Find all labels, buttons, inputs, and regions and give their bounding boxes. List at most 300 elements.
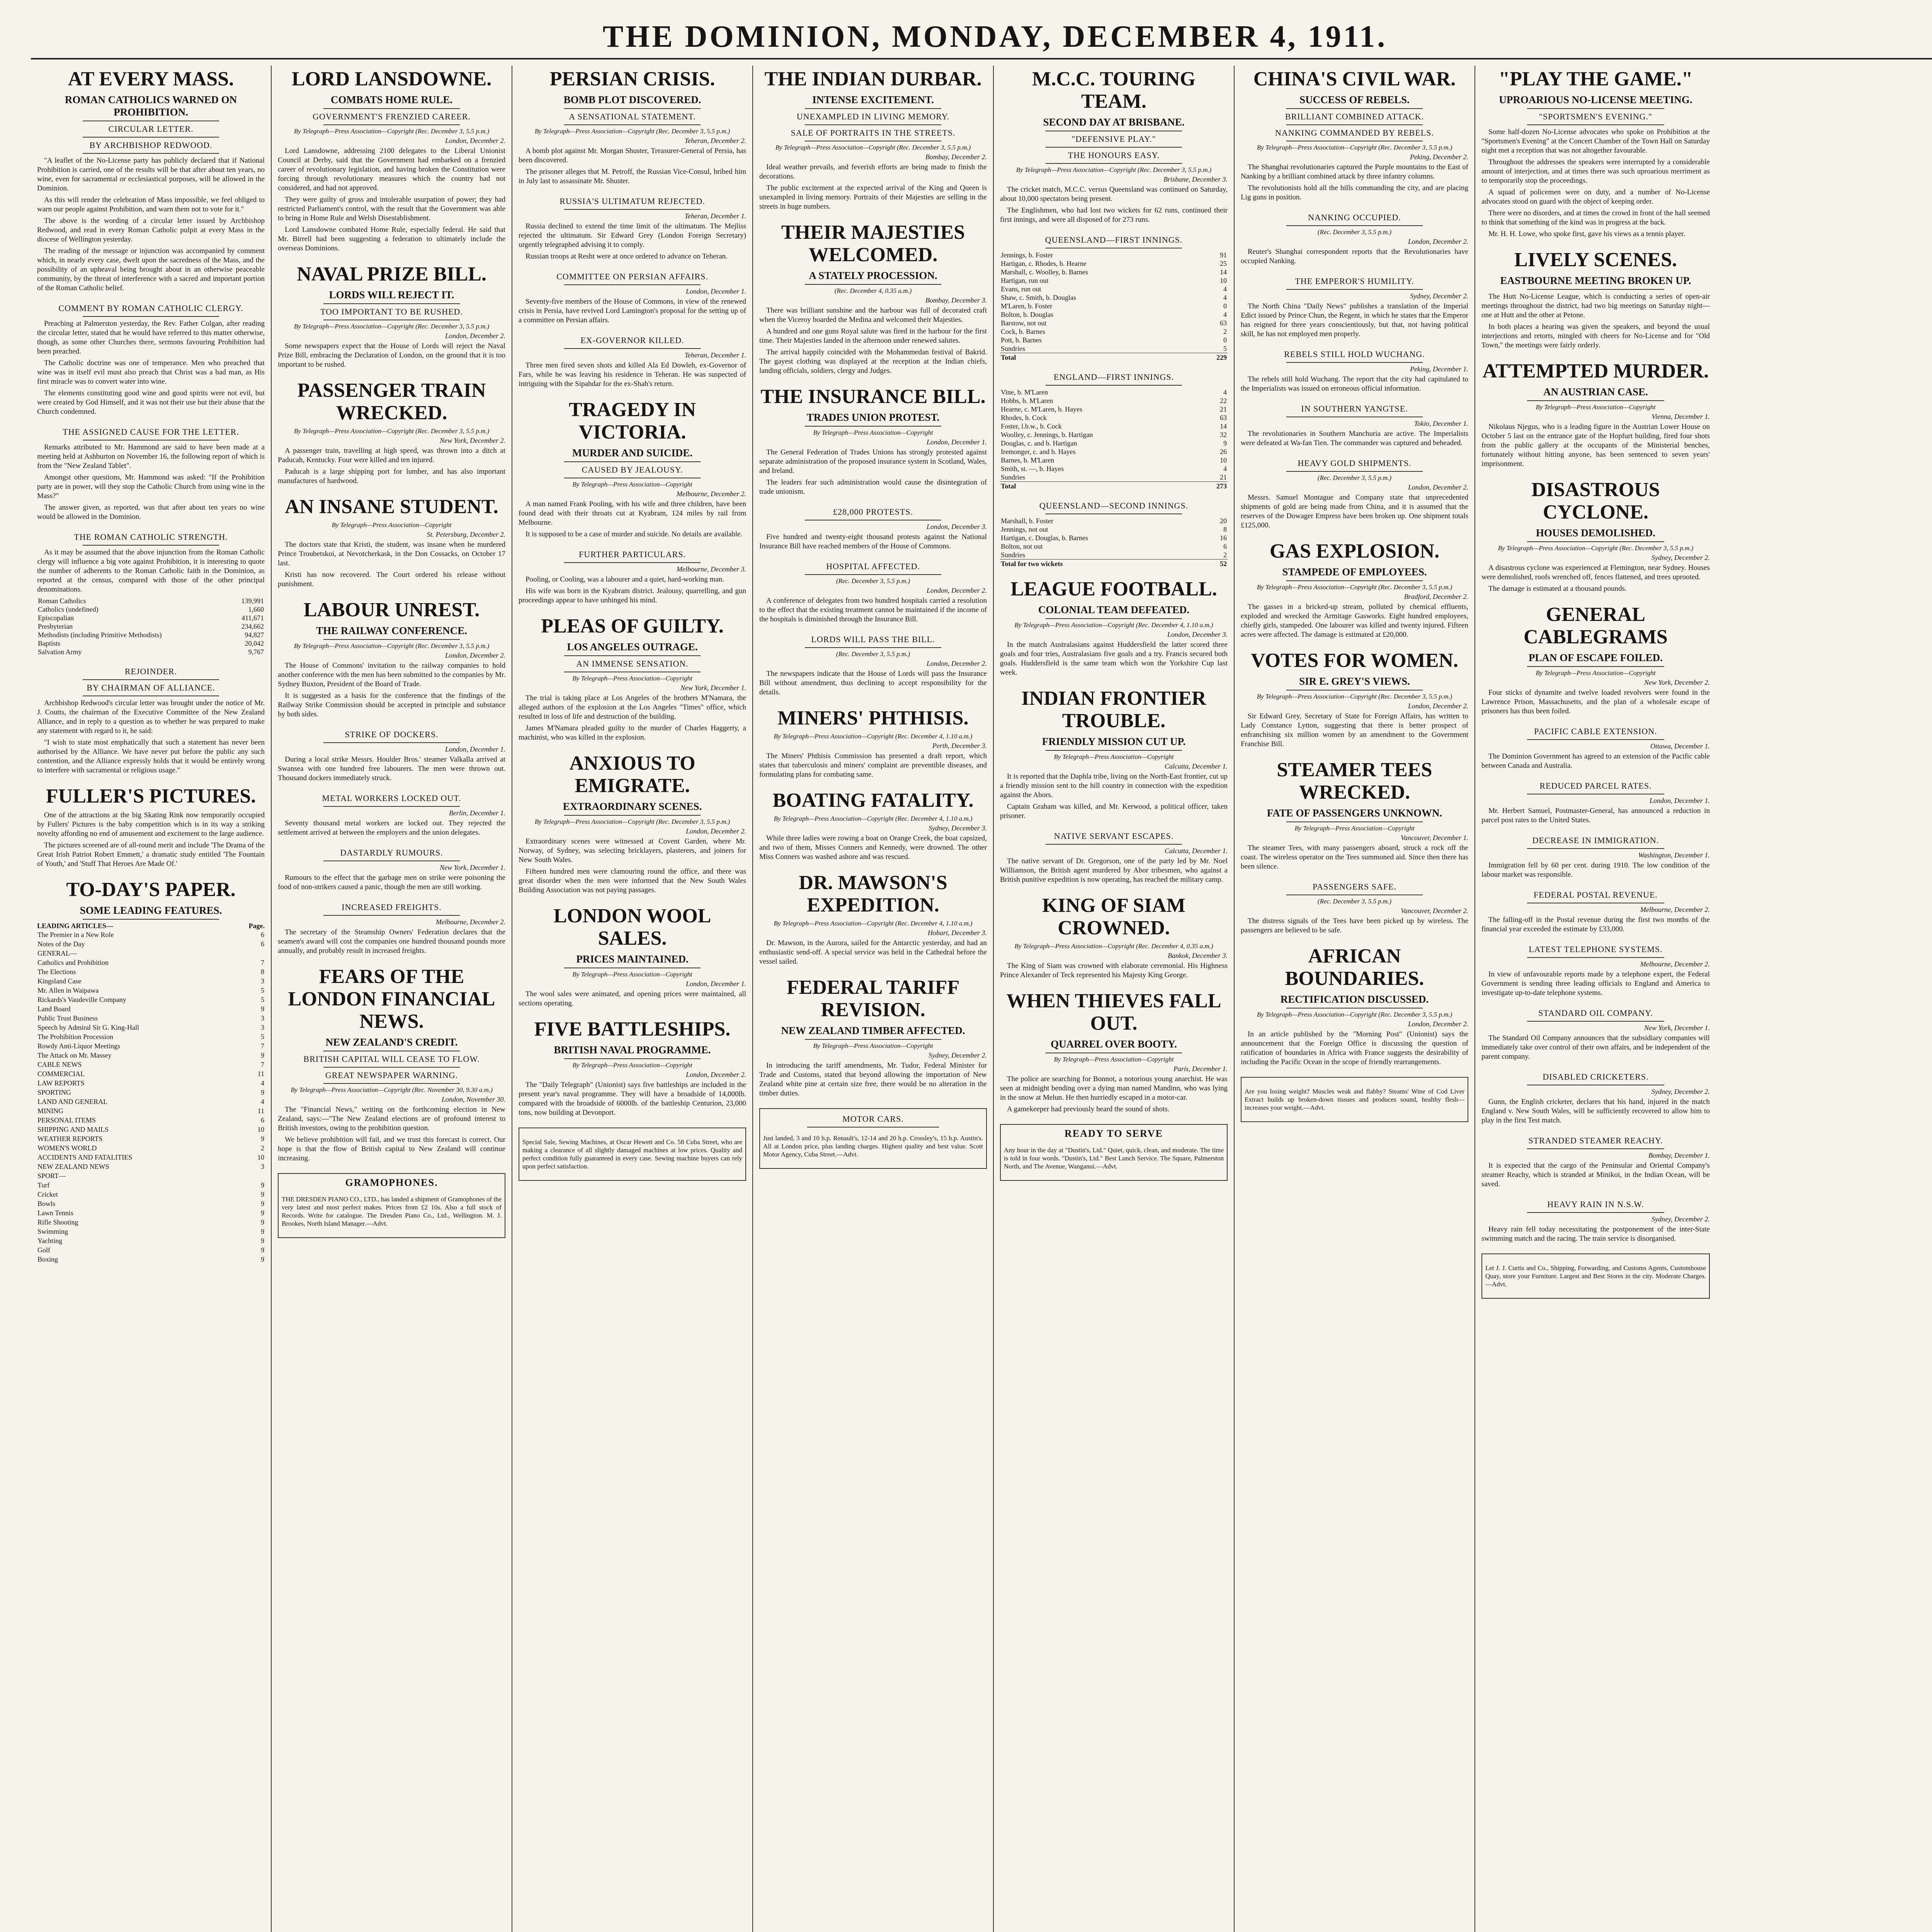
- article-dateline: London, December 2.: [1408, 1020, 1468, 1028]
- article-subheading: INTENSE EXCITEMENT.: [812, 94, 934, 105]
- newspaper-title: THE DOMINION, MONDAY, DECEMBER 4, 1911.: [602, 19, 1388, 54]
- article-paragraph: The gasses in a bricked-up stream, polluted by chemical effluents, exploded and wrecked the Armitage Gasworks. Eight hundred employees, chiefly girls, stampeded. One labourer was killed and twenty injured. Fifteen acres were affected. The damage is estimated at £20,000.: [1241, 603, 1468, 639]
- article-paragraph: His wife was born in the Kyabram district. Jealousy, quarrelling, and gun proceedings appear to have unhinged his mind.: [519, 587, 746, 604]
- article-paragraph: A bomb plot against Mr. Morgan Shuster, Treasurer-General of Persia, has been discovered.: [519, 147, 746, 164]
- article-subheading: DASTARDLY RUMOURS.: [340, 848, 443, 857]
- table-row: [1000, 285, 1228, 293]
- article-paragraph: James M'Namara pleaded guilty to the murder of Charles Haggerty, a machinist, who was killed in the explosion.: [519, 724, 746, 742]
- table-cell-value: 4: [1223, 388, 1227, 396]
- article-subheading: GOVERNMENT'S FRENZIED CAREER.: [313, 112, 471, 121]
- article-subheading: THE ROMAN CATHOLIC STRENGTH.: [74, 532, 228, 542]
- article-subheading: EASTBOURNE MEETING BROKEN UP.: [1500, 275, 1691, 286]
- divider-rule: [1527, 1212, 1664, 1213]
- article-byline: (Rec. December 3, 5.5 p.m.): [836, 650, 910, 658]
- article-byline: By Telegraph—Press Association—Copyright (Rec. December 3, 5.5 p.m.): [534, 128, 730, 135]
- article-subheading: INCREASED FREIGHTS.: [342, 902, 442, 912]
- table-cell-value: 52: [1203, 560, 1228, 568]
- divider-rule: [805, 284, 941, 285]
- article-dateline: London, December 3.: [1167, 631, 1228, 638]
- article-subheading: A SENSATIONAL STATEMENT.: [569, 112, 696, 121]
- article-paragraph: The arrival happily coincided with the Mohammedan festival of Bakrid. The gayest clothing was displayed at the reception at the Indian chiefs, landing officials, soldiers, clergy and Judges.: [759, 348, 987, 375]
- index-row: [37, 1088, 265, 1097]
- article: [1481, 1008, 1710, 1061]
- article: [1481, 726, 1710, 770]
- column-2: [272, 66, 512, 1932]
- article: [1481, 835, 1710, 879]
- article-subheading: COLONIAL TEAM DEFEATED.: [1038, 604, 1190, 616]
- table-row: [1000, 430, 1228, 439]
- article-byline: By Telegraph—Press Association—Copyright (Rec. December 4, 1.10 a.m.): [1014, 621, 1213, 629]
- divider-rule: [323, 742, 460, 743]
- article: [1481, 604, 1710, 716]
- table-row: [1000, 517, 1228, 525]
- table-cell-value: 4: [1223, 465, 1227, 473]
- table-cell-label: Jennings, b. Foster: [1001, 251, 1053, 259]
- article-paragraph: The elements constituting good wine and good spirits were not evil, but were created by God Himself, and it was not their use but their abuse that the Church condemned.: [37, 389, 265, 416]
- table-row: [1000, 396, 1228, 405]
- article-paragraph: The cricket match, M.C.C. versus Queensland was continued on Saturday, about 10,000 spectators being present.: [1000, 185, 1228, 203]
- article-paragraph: "A leaflet of the No-License party has publicly declared that if National Prohibition is carried, one of the results will be that after about ten years, no wine, even for sacramental or ecclesiastical purposes, will be allowed in the Dominion.: [37, 156, 265, 192]
- index-page: 5: [261, 986, 264, 994]
- table-cell-label: Marshall, c. Woolley, b. Barnes: [1001, 268, 1088, 276]
- table-row: [1000, 560, 1228, 568]
- table-cell-label: Woolley, c. Jennings, b. Hartigan: [1001, 431, 1093, 439]
- table-row: [1000, 259, 1228, 268]
- article-paragraph: Four sticks of dynamite and twelve loaded revolvers were found in the Lawrence Prison, Massachusetts, and the plan of a wholesale escape of prisoners has thus been foiled.: [1481, 689, 1710, 715]
- article-byline: By Telegraph—Press Association—Copyright (Rec. December 3, 5.5 p.m.): [1016, 166, 1212, 173]
- table-cell-label: Hartigan, c. Douglas, b. Barnes: [1001, 534, 1088, 542]
- article: [759, 789, 987, 862]
- article: [519, 1018, 746, 1117]
- article-subheading: PASSENGERS SAFE.: [1313, 882, 1396, 891]
- article-byline: (Rec. December 3, 5.5 p.m.): [1317, 898, 1392, 905]
- table-cell-value: 234,662: [241, 622, 264, 630]
- table-cell-label: Baptists: [38, 639, 61, 647]
- article-subheading: QUEENSLAND—SECOND INNINGS.: [1039, 501, 1189, 510]
- article: [519, 335, 746, 389]
- article: [1241, 68, 1468, 202]
- index-page: 4: [261, 1098, 264, 1105]
- article-byline: By Telegraph—Press Association—Copyright (Rec. December 3, 5.5 p.m.): [1257, 144, 1452, 151]
- article-headline: GRAMOPHONES.: [345, 1177, 438, 1188]
- divider-rule: [1527, 541, 1664, 542]
- article-paragraph: The Miners' Phthisis Commission has presented a draft report, which states that tuberculosis and miners' complaint are preventible diseases, and formulating plans for combating same.: [759, 752, 987, 779]
- table-cell-value: 32: [1220, 431, 1227, 439]
- article: [278, 847, 505, 892]
- article-paragraph: Russia declined to extend the time limit of the ultimatum. The Mejliss rejected the ultimatum. Sir Edward Grey (London Foreign Secretary) urgently telegraphed advising it to comply.: [519, 222, 746, 249]
- index-feature: The Prohibition Procession: [37, 1033, 113, 1041]
- article-subheading: UNEXAMPLED IN LIVING MEMORY.: [796, 112, 950, 121]
- article-paragraph: The reading of the message or injunction was accompanied by comment which, in nearly every case, dwelt upon the sacredness of the Mass, and the possibility of an upheaval being brought about in an otherwise peaceable community, by the threat of interference with a sacred and important portion of the Roman Catholic belief.: [37, 247, 265, 292]
- table-row: [1000, 268, 1228, 276]
- article-paragraph: The prisoner alleges that M. Petroff, the Russian Vice-Consul, bribed him in July last to assassinate Mr. Shuster.: [519, 168, 746, 185]
- article-dateline: Vienna, December 1.: [1651, 413, 1710, 420]
- article-paragraph: Russian troops at Resht were at once ordered to advance on Teheran.: [526, 252, 728, 260]
- divider-rule: [1046, 750, 1182, 751]
- article-byline: By Telegraph—Press Association—Copyright (Rec. December 4, 0.35 a.m.): [1014, 942, 1213, 950]
- divider-rule: [564, 209, 701, 210]
- index-feature: Rifle Shooting: [37, 1218, 78, 1226]
- article-paragraph: Mr. H. H. Lowe, who spoke first, gave his views as a tennis player.: [1488, 230, 1685, 238]
- article: [519, 68, 746, 186]
- article-dateline: New York, December 1.: [440, 864, 505, 871]
- article-subheading: THE HONOURS EASY.: [1068, 150, 1160, 160]
- page-number: [1913, 19, 1932, 54]
- index-feature: PERSONAL ITEMS: [37, 1116, 96, 1124]
- divider-rule: [83, 153, 219, 154]
- article: [1000, 895, 1228, 980]
- article-byline: By Telegraph—Press Association—Copyright (Rec. December 3, 5.5 p.m.): [775, 144, 971, 151]
- divider-rule: [1527, 124, 1664, 125]
- article: [278, 379, 505, 486]
- table-row: [1000, 464, 1228, 473]
- article-paragraph: A disastrous cyclone was experienced at Flemington, near Sydney. Houses were demolished, roofs wrenched off, fences flattened, and trees uprooted.: [1481, 564, 1710, 581]
- article-paragraph: Seventy thousand metal workers are locked out. They rejected the settlement arrived at between the employers and the union delegates.: [278, 819, 505, 837]
- article: [1000, 687, 1228, 821]
- article-byline: By Telegraph—Press Association—Copyright (Rec. December 3, 5.5 p.m.): [294, 427, 490, 435]
- table-cell-label: Presbyterian: [38, 622, 73, 630]
- article-subheading: HOUSES DEMOLISHED.: [1536, 527, 1656, 539]
- article-dateline: Calcutta, December 1.: [1165, 847, 1228, 855]
- article: [759, 872, 987, 966]
- index-page: 10: [257, 1153, 264, 1161]
- article-headline: GAS EXPLOSION.: [1269, 540, 1440, 562]
- table-cell-value: 2: [1223, 328, 1227, 335]
- article-paragraph: The Englishmen, who had lost two wickets for 62 runs, continued their first innings, and were all disposed of for 273 runs.: [1000, 206, 1228, 224]
- article-paragraph: Throughout the addresses the speakers were interrupted by a considerable amount of interjection, and at times there was such uproarious merriment as to temporarily stop the proceedings.: [1481, 158, 1710, 185]
- table-row: [1000, 319, 1228, 327]
- article-paragraph: Messrs. Samuel Montague and Company state that unprecedented shipments of gold are being made from China, and it is assumed that the reserves of the Dowager Empress have been broken up. One shipment totals £125,000.: [1241, 493, 1468, 529]
- article-subheading: ENGLAND—FIRST INNINGS.: [1053, 372, 1174, 382]
- table-cell-value: 8: [1223, 526, 1227, 533]
- divider-rule: [323, 806, 460, 807]
- article-subheading: MURDER AND SUICIDE.: [572, 447, 693, 459]
- index-row: [37, 1014, 265, 1023]
- article-paragraph: Three men fired seven shots and killed Ala Ed Dowleh, ex-Governor of Fars, while he was leaving his residence in Teheran. He was suspected of intriguing with the Sipahdar for the ex-Shah's return.: [519, 361, 746, 388]
- article-paragraph: Five hundred and twenty-eight thousand protests against the National Insurance Bill have reached members of the House of Commons.: [759, 533, 987, 550]
- table-cell-label: Sundries: [1001, 551, 1025, 559]
- article-headline: CHINA'S CIVIL WAR.: [1253, 68, 1456, 90]
- article-dateline: Vancouver, December 2.: [1401, 907, 1468, 915]
- article-subheading: COMBATS HOME RULE.: [330, 94, 453, 105]
- score-table: [37, 597, 265, 656]
- article-dateline: Melbourne, December 2.: [436, 918, 505, 926]
- divider-rule: [805, 124, 941, 125]
- table-cell-value: 25: [1220, 260, 1227, 267]
- article-byline: By Telegraph—Press Association—Copyright (Rec. December 3, 5.5 p.m.): [1257, 1011, 1452, 1018]
- table-cell-value: 4: [1223, 294, 1227, 301]
- article-dateline: Bombay, December 3.: [925, 296, 987, 304]
- index-page: 8: [261, 968, 264, 976]
- article-dateline: London, December 2.: [1408, 483, 1468, 491]
- article-paragraph: The public excitement at the expected arrival of the King and Queen is unexampled in living memory. Portraits of their Majesties are selling in the streets in huge numbers.: [759, 184, 987, 211]
- divider-rule: [1527, 957, 1664, 958]
- divider-rule: [1527, 108, 1664, 109]
- article-headline: THE INSURANCE BILL.: [760, 386, 986, 408]
- article: [1481, 360, 1710, 469]
- article-subheading: SUCCESS OF REBELS.: [1299, 94, 1410, 105]
- index-row: [37, 1153, 265, 1162]
- article-byline: By Telegraph—Press Association—Copyright (Rec. December 3, 5.5 p.m.): [1257, 583, 1452, 591]
- index-feature: ACCIDENTS AND FATALITIES: [37, 1153, 133, 1161]
- article-subheading: EXTRAORDINARY SCENES.: [563, 801, 702, 812]
- index-feature: SPORT—: [37, 1172, 66, 1180]
- article-subheading: £28,000 PROTESTS.: [833, 507, 913, 517]
- article: [1481, 1135, 1710, 1189]
- table-cell-label: Sundries: [1001, 473, 1025, 481]
- article-paragraph: As this will render the celebration of Mass impossible, we feel obliged to warn our people against Prohibition, and warn them not to vote for it.": [37, 196, 265, 213]
- article-paragraph: In both places a hearing was given the speakers, and beyond the usual interjections and retorts, mingled with cheers for No-License and for "Old Town," the meetings were fairly orderly.: [1481, 323, 1710, 349]
- divider-rule: [805, 1039, 941, 1040]
- article-paragraph: The rebels still hold Wuchang. The report that the city had capitulated to the Imperialists was issued on erroneous official information.: [1241, 375, 1468, 393]
- article: [759, 68, 987, 211]
- article-paragraph: The Hutt No-License League, which is conducting a series of open-air meetings throughout the district, had two big meetings on Saturday night—one at Hutt and the other at Petone.: [1481, 293, 1710, 319]
- index-page: 5: [261, 1033, 264, 1041]
- divider-rule: [1046, 844, 1182, 845]
- index-row: [37, 939, 265, 949]
- divider-rule: [1527, 739, 1664, 740]
- advertisement: [759, 1108, 987, 1169]
- article-paragraph: A conference of delegates from two hundred hospitals carried a resolution to the effect that the existing treatment cannot be maintained if the income of the hospitals is diminished through the Insurance Bill.: [759, 597, 987, 623]
- article-dateline: New York, December 2.: [440, 437, 505, 444]
- article-headline: FEARS OF THE LONDON FINANCIAL NEWS.: [288, 966, 495, 1032]
- index-row: [37, 1199, 265, 1208]
- index-row: [37, 1190, 265, 1199]
- article-dateline: Melbourne, December 2.: [1640, 960, 1710, 968]
- article: [519, 196, 746, 261]
- index-page: 3: [261, 977, 264, 985]
- table-cell-label: Marshall, b. Foster: [1001, 517, 1053, 525]
- article-paragraph: We believe prohibition will fail, and we trust this forecast is correct. Our hope is that the flow of British capital to New Zealand will continue increasing.: [278, 1136, 505, 1162]
- article-paragraph: The distress signals of the Tees have been picked up by wireless. The passengers are believed to be safe.: [1241, 917, 1468, 934]
- article-byline: By Telegraph—Press Association—Copyright: [572, 1061, 692, 1069]
- article-paragraph: In introducing the tariff amendments, Mr. Tudor, Federal Minister for Trade and Customs, stated that beyond allowing the importation of New Zealand white pine at certain size free, there would be no alteration in the timber duties.: [759, 1061, 987, 1097]
- article-paragraph: A squad of policemen were on duty, and a number of No-License advocates stood on guard with the object of keeping order.: [1481, 188, 1710, 206]
- index-row: [37, 1171, 265, 1180]
- article-paragraph: The answer given, as reported, was that after about ten years no wine would be allowed in the Dominion.: [37, 503, 265, 521]
- article-paragraph: The falling-off in the Postal revenue during the first two months of the financial year exceeded the estimate by £33,000.: [1481, 916, 1710, 933]
- article-byline: By Telegraph—Press Association—Copyright: [1536, 669, 1656, 677]
- article-paragraph: THE DRESDEN PIANO CO., LTD., has landed a shipment of Gramophones of the very latest and most perfect makes. Prices from £2 10s. Also a full stock of Records. Write for catalogue. The Dresden Piano Co., Ltd., Wellington. M. J. Brookes, North Island Manager.—Advt.: [282, 1196, 502, 1227]
- article-subheading: PRICES MAINTAINED.: [576, 953, 689, 965]
- article-paragraph: The police are searching for Bonnot, a notorious young anarchist. He was seen at midnight bending over a dying man named Mandinn, who was lying in the snow at Melun. He then hurriedly escaped in a motor-car.: [1000, 1075, 1228, 1102]
- article: [37, 879, 265, 1264]
- article-subheading: REBELS STILL HOLD WUCHANG.: [1284, 349, 1425, 359]
- article-paragraph: Let J. J. Curtis and Co., Shipping, Forwarding, and Customs Agents, Customhouse Quay, store your Furniture. Largest and Best Stores in the city. Moderate Charges.—Advt.: [1485, 1264, 1706, 1288]
- article-subheading: LOS ANGELES OUTRAGE.: [567, 641, 698, 653]
- divider-rule: [564, 562, 701, 563]
- index-row: [37, 1004, 265, 1014]
- article: [519, 399, 746, 539]
- table-cell-label: Smith, st. —, b. Hayes: [1001, 465, 1064, 473]
- article-dateline: Tokio, December 1.: [1414, 420, 1468, 427]
- index-feature: Rickards's Vaudeville Company: [37, 996, 126, 1003]
- index-page: 9: [261, 1255, 264, 1263]
- index-row: [37, 958, 265, 967]
- article-paragraph: Mr. Herbert Samuel, Postmaster-General, has announced a reduction in parcel post rates to the United States.: [1481, 807, 1710, 824]
- article-subheading: SALE OF PORTRAITS IN THE STREETS.: [791, 128, 956, 138]
- divider-rule: [83, 919, 219, 920]
- article: [278, 902, 505, 956]
- table-cell-label: Barnes, b. M'Laren: [1001, 456, 1054, 464]
- divider-rule: [83, 316, 219, 317]
- article-dateline: London, December 2.: [445, 137, 505, 145]
- article-dateline: Peking, December 1.: [1410, 365, 1468, 373]
- article-dateline: Teheran, December 1.: [684, 351, 746, 359]
- article: [278, 966, 505, 1163]
- article-subheading: STANDARD OIL COMPANY.: [1538, 1008, 1653, 1018]
- article-paragraph: While three ladies were rowing a boat on Orange Creek, the boat capsized, and two of them, Misses Conners and Kennedy, were drowned. The other Miss Conners was washed ashore and was rescued.: [759, 834, 987, 861]
- index-row: [37, 1097, 265, 1106]
- article-paragraph: The Standard Oil Company announces that the subsidiary companies will immediately take over control of their own affairs, and be independent of the parent company.: [1481, 1034, 1710, 1061]
- index-row: [37, 1023, 265, 1032]
- table-row: [1000, 473, 1228, 482]
- article-paragraph: It is expected that the cargo of the Peninsular and Oriental Company's steamer Reachy, which is stranded at Minikoi, in the Indian Ocean, will be saved.: [1481, 1162, 1710, 1188]
- divider-rule: [1046, 385, 1182, 386]
- table-cell-value: 229: [1203, 353, 1228, 362]
- contents-index: [37, 930, 265, 1264]
- article-dateline: London, December 2.: [686, 827, 746, 835]
- article-dateline: London, December 2.: [1408, 702, 1468, 710]
- table-row: [1000, 439, 1228, 447]
- article-byline: By Telegraph—Press Association—Copyright (Rec. December 3, 5.5 p.m.): [1498, 544, 1694, 552]
- article-headline: GENERAL CABLEGRAMS: [1524, 604, 1668, 648]
- index-feature: WOMEN'S WORLD: [37, 1144, 97, 1152]
- table-cell-value: 1,660: [248, 605, 264, 613]
- article-headline: STEAMER TEES WRECKED.: [1277, 759, 1432, 803]
- article-subheading: HOSPITAL AFFECTED.: [826, 561, 920, 571]
- table-cell-label: Vine, b. M'Laren: [1001, 388, 1048, 396]
- table-cell-label: Barstow, not out: [1001, 319, 1047, 327]
- index-feature: Bowls: [37, 1200, 56, 1208]
- article: [759, 221, 987, 376]
- divider-rule: [1286, 289, 1423, 290]
- article-paragraph: In the match Australasians against Huddersfield the latter scored three goals and four tries, Australasians five goals and a try. Francis secured both goals. Huddersfield is the same team which won the Yorkshire Cup last week.: [1000, 641, 1228, 677]
- table-row: [1000, 302, 1228, 310]
- index-page: 6: [261, 931, 264, 939]
- article: [1481, 781, 1710, 825]
- article-dateline: London, December 1.: [686, 980, 746, 988]
- index-feature: Catholics and Prohibition: [37, 959, 109, 966]
- article-subheading: EX-GOVERNOR KILLED.: [580, 335, 684, 345]
- article-subheading: PACIFIC CABLE EXTENSION.: [1534, 726, 1657, 736]
- article-byline: By Telegraph—Press Association—Copyright (Rec. December 4, 1.10 a.m.): [774, 733, 973, 740]
- divider-rule: [805, 574, 941, 575]
- table-row: [1000, 336, 1228, 344]
- divider-rule: [323, 639, 460, 640]
- masthead: [31, 15, 1932, 60]
- article: [1481, 249, 1710, 350]
- article-paragraph: The damage is estimated at a thousand pounds.: [1488, 585, 1627, 593]
- table-cell-value: 20: [1220, 517, 1227, 525]
- article-paragraph: The newspapers indicate that the House of Lords will pass the Insurance Bill without amendment, thus declining to accept responsibility for the details.: [759, 670, 987, 696]
- article-headline: LONDON WOOL SALES.: [553, 905, 711, 949]
- article: [278, 68, 505, 253]
- article-dateline: Peking, December 2.: [1410, 153, 1468, 161]
- table-row: [37, 631, 265, 639]
- divider-rule: [1527, 666, 1664, 667]
- table-cell-label: Jennings, not out: [1001, 526, 1048, 533]
- index-row: [37, 1245, 265, 1255]
- table-row: [1000, 251, 1228, 259]
- table-cell-label: Sundries: [1001, 345, 1025, 352]
- article-paragraph: The above is the wording of a circular letter issued by Archbishop Redwood, and read in every Roman Catholic pulpit at every Mass in the diocese of Wellington yesterday.: [37, 217, 265, 243]
- index-row: [37, 995, 265, 1004]
- article-subheading: MOTOR CARS.: [842, 1114, 904, 1124]
- index-feature: Golf: [37, 1246, 50, 1254]
- article-byline: By Telegraph—Press Association—Copyright (Rec. December 3, 5.5 p.m.): [294, 323, 490, 330]
- article-paragraph: It is supposed to be a case of murder and suicide. No details are available.: [526, 530, 743, 538]
- index-feature: Boxing: [37, 1255, 58, 1263]
- index-page: 7: [261, 1061, 264, 1068]
- article-subheading: SOME LEADING FEATURES.: [80, 905, 222, 916]
- article-subheading: STAMPEDE OF EMPLOYEES.: [1282, 566, 1427, 578]
- article-dateline: Bradford, December 2.: [1404, 593, 1468, 600]
- article-subheading: NEW ZEALAND'S CREDIT.: [325, 1036, 458, 1048]
- article: [1000, 68, 1228, 224]
- table-row: [1000, 551, 1228, 560]
- table-cell-label: M'Laren, b. Foster: [1001, 302, 1053, 310]
- index-feature: Public Trust Business: [37, 1014, 98, 1022]
- article-dateline: Sydney, December 3.: [929, 824, 987, 832]
- article-paragraph: Gunn, the English cricketer, declares that his hand, injured in the match England v. New South Wales, will be sufficiently recovered to allow him to play in the first Test match.: [1481, 1098, 1710, 1124]
- article-paragraph: In an article published by the "Morning Post" (Unionist) says the announcement that the Foreign Office is discussing the question of ratification of boundaries in Africa with France suggests the desirability of including the Pacific Ocean in the scope of friendly rearrangements.: [1241, 1030, 1468, 1066]
- index-row: [37, 1227, 265, 1236]
- article-paragraph: Heavy rain fell today necessitating the postponement of the inter-State swimming match and the racing. The train service is disorganised.: [1481, 1225, 1710, 1243]
- table-cell-value: 0: [1223, 302, 1227, 310]
- article-subheading: COMMITTEE ON PERSIAN AFFAIRS.: [556, 272, 708, 281]
- table-cell-value: 9: [1223, 439, 1227, 447]
- column-6: [1235, 66, 1475, 1932]
- index-row: [37, 1041, 265, 1051]
- column-1: [31, 66, 272, 1932]
- index-feature: Lawn Tennis: [37, 1209, 73, 1217]
- article: [759, 386, 987, 497]
- article-headline: ANXIOUS TO EMIGRATE.: [569, 752, 696, 797]
- article-paragraph: The wool sales were animated, and opening prices were maintained, all sections operating.: [519, 990, 746, 1007]
- article-subheading: BY CHAIRMAN OF ALLIANCE.: [87, 683, 215, 692]
- index-page: [245, 949, 265, 958]
- article-subheading: LORDS WILL PASS THE BILL.: [811, 634, 935, 644]
- index-header-page: Page.: [248, 922, 265, 930]
- index-feature: CABLE NEWS: [37, 1061, 82, 1068]
- divider-rule: [1286, 471, 1423, 472]
- article-paragraph: The revolutionaries in Southern Manchuria are active. The Imperialists were defeated at Wa-fan Tien. The commander was captured and beheaded.: [1241, 430, 1468, 447]
- article: [1481, 479, 1710, 594]
- article: [1241, 276, 1468, 339]
- table-cell-value: 63: [1220, 414, 1227, 422]
- table-cell-label: Roman Catholics: [38, 597, 86, 605]
- article-paragraph: Immigration fell by 60 per cent. during 1910. The low condition of the labour market was responsible.: [1481, 861, 1710, 879]
- article-subheading: CIRCULAR LETTER.: [108, 124, 194, 134]
- index-row: [37, 967, 265, 976]
- article-byline: By Telegraph—Press Association—Copyright (Rec. November 30, 9.30 a.m.): [291, 1086, 493, 1094]
- article-byline: By Telegraph—Press Association—Copyright: [1054, 753, 1174, 760]
- article-dateline: London, December 1.: [927, 438, 987, 446]
- table-cell-value: 5: [1223, 345, 1227, 352]
- article-byline: By Telegraph—Press Association—Copyright: [332, 521, 452, 529]
- index-page: 9: [261, 1190, 264, 1198]
- article-headline: TO-DAY'S PAPER.: [66, 879, 236, 901]
- divider-rule: [1286, 1008, 1423, 1009]
- article-paragraph: Some half-dozen No-License advocates who spoke on Prohibition at the "Sportsmen's Evening" at the Concert Chamber of the Town Hall on Saturday night met a reception that was not altogether favourable.: [1481, 128, 1710, 155]
- divider-rule: [323, 1067, 460, 1068]
- article-paragraph: The steamer Tees, with many passengers aboard, struck a rock off the coast. The wireless operator on the Tees summoned aid. Since then there has been silence.: [1241, 844, 1468, 871]
- article-headline: THEIR MAJESTIES WELCOMED.: [781, 221, 965, 266]
- article: [759, 634, 987, 697]
- divider-rule: [1527, 1021, 1664, 1022]
- article-headline: LIVELY SCENES.: [1514, 249, 1677, 271]
